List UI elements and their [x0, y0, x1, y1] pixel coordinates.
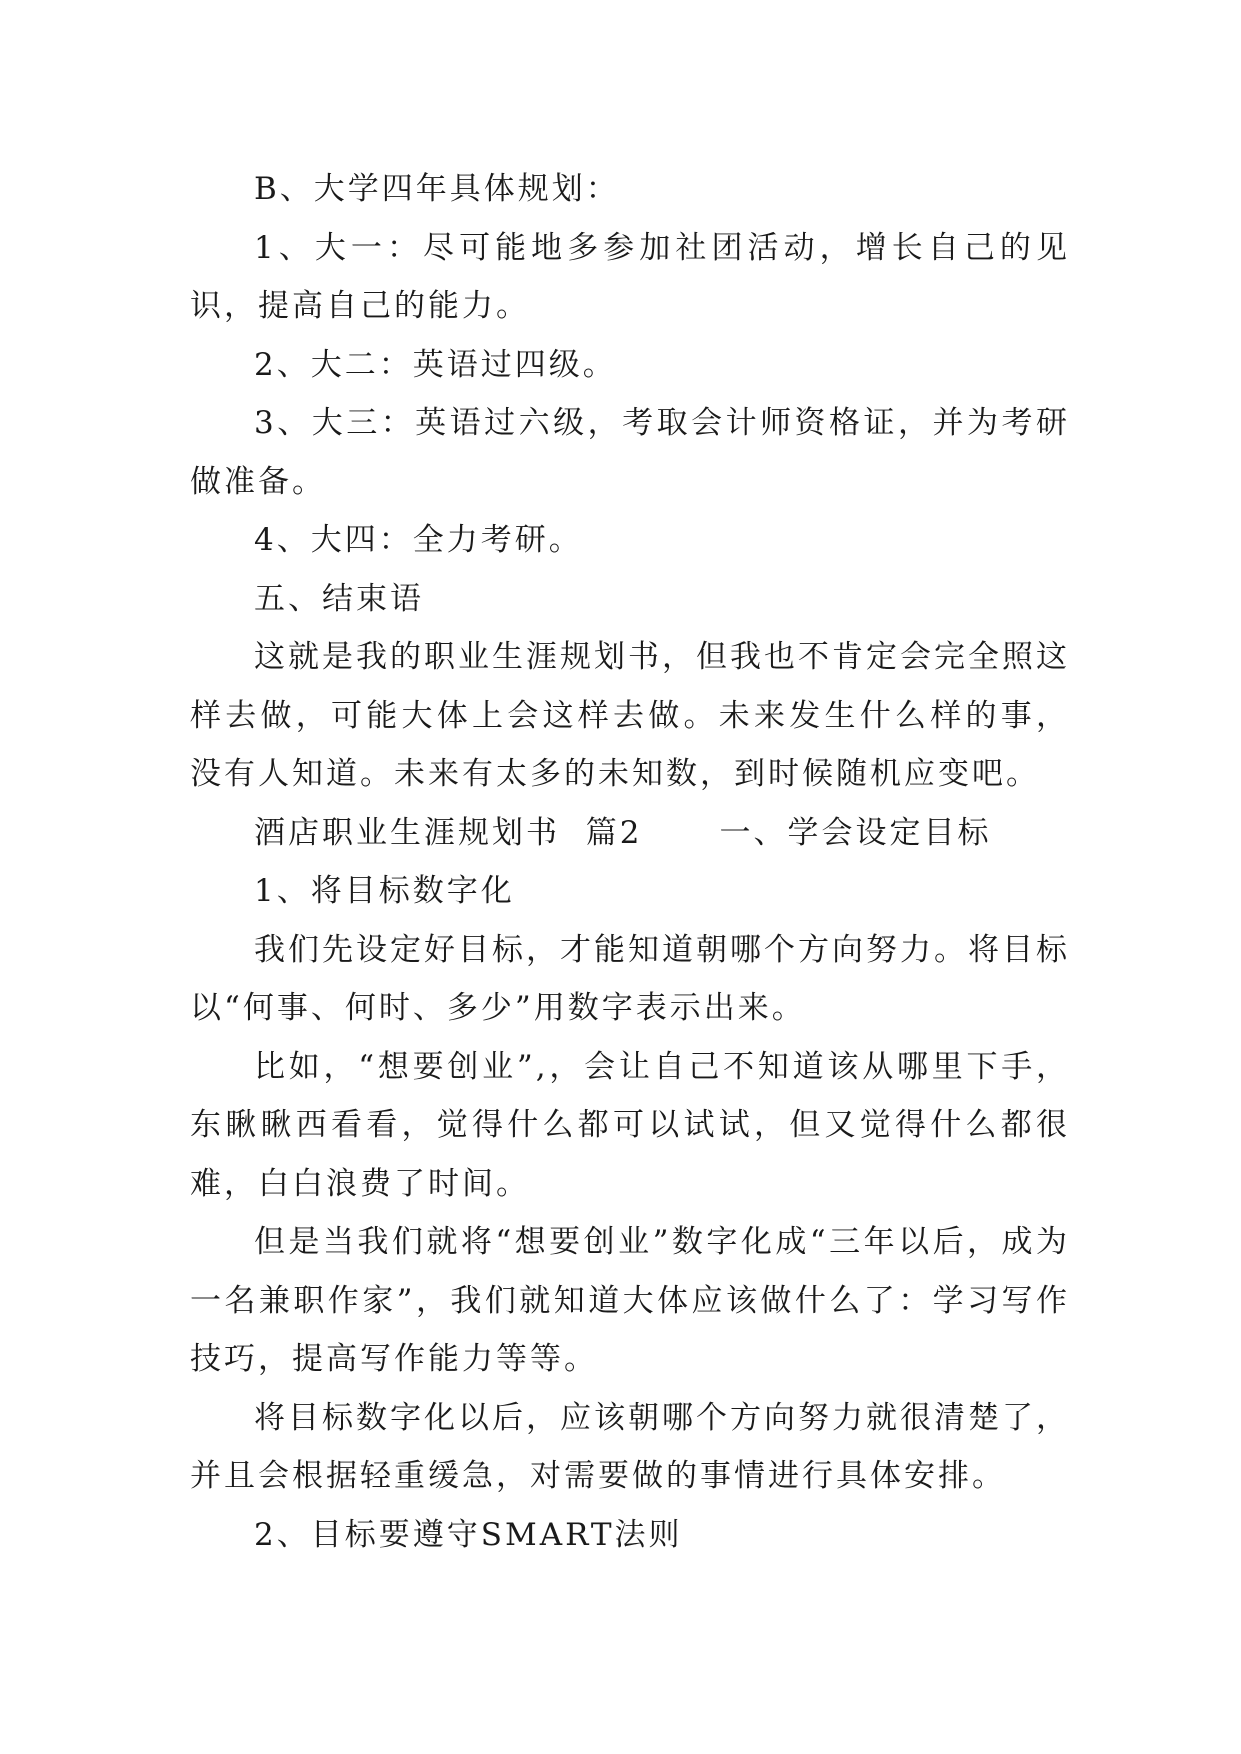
subheading-digitize-goals: 1、将目标数字化 — [254, 873, 515, 909]
section-heading-conclusion: 五、结束语 — [254, 580, 424, 617]
paragraph-plan-heading: B、大学四年具体规划： — [254, 171, 620, 207]
paragraph-year-four: 4、大四：全力考研。 — [254, 522, 583, 558]
paragraph-year-two: 2、大二：英语过四级。 — [254, 346, 617, 383]
section-heading-part-two: 酒店职业生涯规划书 篇2 一、学会设定目标 — [254, 814, 992, 851]
paragraph-year-three: 3、大三：英语过六级，考取会计师资格证，并为考研做准备。 — [190, 405, 1070, 500]
paragraph-digitized-example: 但是当我们就将“想要创业”数字化成“三年以后，成为一名兼职作家”，我们就知道大体应该做什么了：学习写作技巧，提高写作能力等等。 — [190, 1224, 1070, 1377]
paragraph-year-one: 1、大一：尽可能地多参加社团活动，增长自己的见识，提高自己的能力。 — [190, 229, 1070, 324]
paragraph-after-digitizing: 将目标数字化以后，应该朝哪个方向努力就很清楚了，并且会根据轻重缓急，对需要做的事情进行具体安排。 — [190, 1399, 1070, 1494]
paragraph-set-goals: 我们先设定好目标，才能知道朝哪个方向努力。将目标以“何事、何时、多少”用数字表示出来。 — [190, 931, 1070, 1026]
paragraph-conclusion: 这就是我的职业生涯规划书，但我也不肯定会完全照这样去做，可能大体上会这样去做。未来发生什么样的事，没有人知道。未来有太多的未知数，到时候随机应变吧。 — [190, 639, 1070, 792]
subheading-smart-rule: 2、目标要遵守SMART法则 — [254, 1516, 683, 1553]
document-body — [190, 160, 1070, 1564]
paragraph-example: 比如，“想要创业”,，会让自己不知道该从哪里下手，东瞅瞅西看看，觉得什么都可以试试，但又觉得什么都很难，白白浪费了时间。 — [190, 1048, 1070, 1202]
